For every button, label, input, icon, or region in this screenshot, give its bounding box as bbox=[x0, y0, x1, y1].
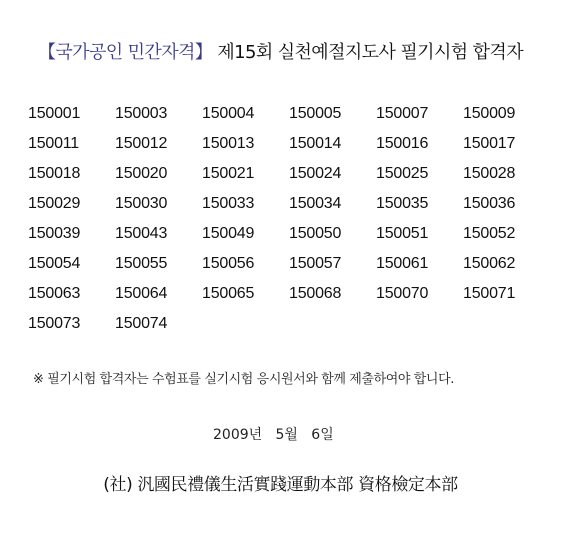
passer-number: 150052 bbox=[463, 225, 516, 242]
passer-number: 150070 bbox=[376, 285, 429, 302]
passer-number: 150004 bbox=[202, 105, 255, 122]
passer-number: 150036 bbox=[463, 195, 516, 212]
passer-number: 150016 bbox=[376, 135, 429, 152]
passer-number: 150001 bbox=[28, 105, 81, 122]
passer-number: 150018 bbox=[28, 165, 81, 182]
passer-number: 150055 bbox=[115, 255, 168, 272]
page-title bbox=[0, 38, 561, 64]
organization-name: (社) 汎國民禮儀生活實踐運動本部 資格檢定本部 bbox=[103, 475, 458, 495]
passer-number: 150011 bbox=[28, 135, 80, 152]
passer-number: 150014 bbox=[289, 135, 342, 152]
passer-number: 150034 bbox=[289, 195, 342, 212]
passer-number: 150020 bbox=[115, 165, 168, 182]
exam-title: 제15회 실천예절지도사 필기시험 합격자 bbox=[217, 42, 524, 63]
notice-text: ※ 필기시험 합격자는 수험표를 실기시험 응시원서와 함께 제출하여야 합니다. bbox=[33, 372, 454, 387]
announcement-date: 2009년 5월 6일 bbox=[213, 427, 334, 443]
passer-number: 150017 bbox=[463, 135, 516, 152]
passer-number: 150049 bbox=[202, 225, 255, 242]
passer-number: 150009 bbox=[463, 105, 516, 122]
passer-number: 150064 bbox=[115, 285, 168, 302]
passer-number: 150043 bbox=[115, 225, 168, 242]
passer-number: 150063 bbox=[28, 285, 81, 302]
passer-number: 150051 bbox=[376, 225, 429, 242]
passer-number-grid bbox=[28, 104, 550, 344]
passer-number: 150025 bbox=[376, 165, 429, 182]
passer-number: 150056 bbox=[202, 255, 255, 272]
passer-number: 150035 bbox=[376, 195, 429, 212]
passer-number: 150003 bbox=[115, 105, 168, 122]
passer-number: 150065 bbox=[202, 285, 255, 302]
certification-tag: 【국가공인 민간자격】 bbox=[37, 42, 213, 63]
passer-number: 150029 bbox=[28, 195, 81, 212]
passer-number: 150073 bbox=[28, 315, 81, 332]
passer-number: 150054 bbox=[28, 255, 81, 272]
passer-number: 150074 bbox=[115, 315, 168, 332]
passer-number: 150021 bbox=[202, 165, 255, 182]
passer-number: 150013 bbox=[202, 135, 255, 152]
passer-number: 150061 bbox=[376, 255, 429, 272]
passer-number: 150039 bbox=[28, 225, 81, 242]
passer-number: 150024 bbox=[289, 165, 342, 182]
passer-number: 150012 bbox=[115, 135, 168, 152]
passer-number: 150005 bbox=[289, 105, 342, 122]
passer-number: 150057 bbox=[289, 255, 342, 272]
passer-number: 150030 bbox=[115, 195, 168, 212]
passer-number: 150062 bbox=[463, 255, 516, 272]
passer-number: 150050 bbox=[289, 225, 342, 242]
passer-number: 150068 bbox=[289, 285, 342, 302]
passer-number: 150007 bbox=[376, 105, 429, 122]
passer-number: 150028 bbox=[463, 165, 516, 182]
passer-number: 150071 bbox=[463, 285, 516, 302]
passer-number: 150033 bbox=[202, 195, 255, 212]
